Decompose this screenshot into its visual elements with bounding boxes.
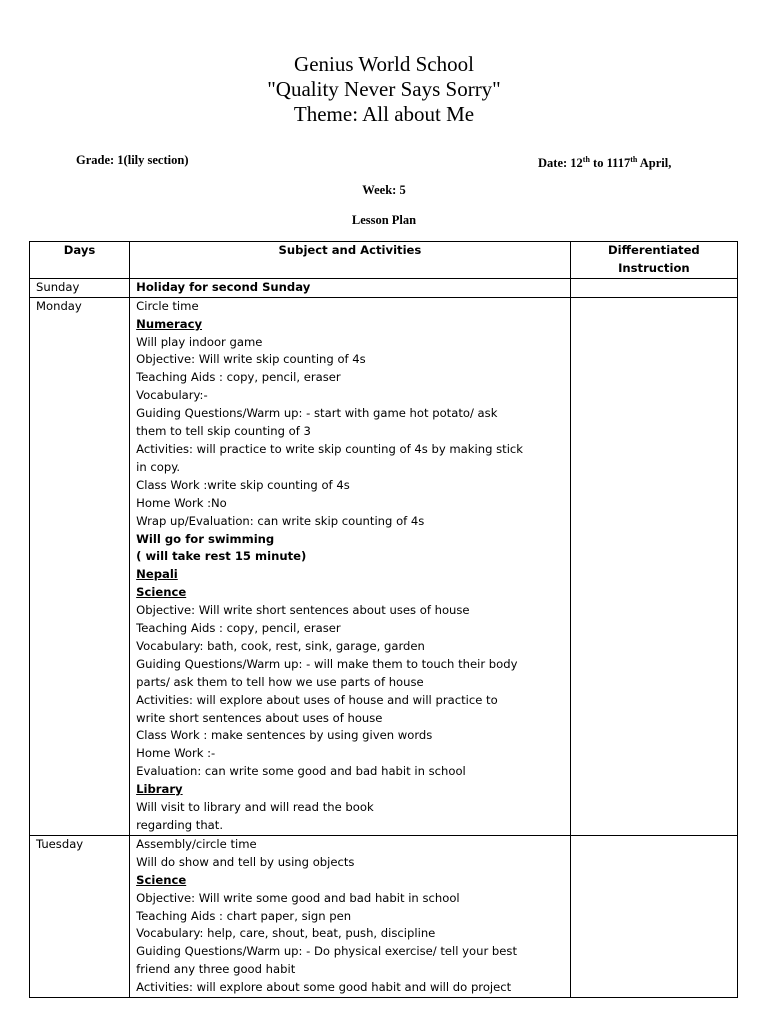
activity-line: Nepali — [136, 567, 178, 582]
activity-line: Objective: Will write some good and bad habit in school — [136, 890, 460, 905]
day-cell: Sunday — [30, 278, 130, 297]
activity-line: Library — [136, 782, 183, 797]
activity-line: Objective: Will write skip counting of 4s — [136, 352, 366, 367]
table-body — [30, 278, 738, 997]
activity-line: Guiding Questions/Warm up: - Do physical exercise/ tell your best — [136, 944, 518, 959]
table-header-row — [30, 242, 738, 279]
school-name: Genius World School — [294, 52, 474, 76]
activity-line: Science — [136, 872, 187, 887]
day-cell: Tuesday — [30, 835, 130, 997]
activity-line: Class Work :write skip counting of 4s — [136, 477, 350, 492]
activity-line: Evaluation: can write some good and bad habit in school — [136, 764, 466, 779]
grade-label: Grade: 1(lily section) — [76, 153, 189, 167]
activity-line: Assembly/circle time — [136, 836, 257, 851]
activity-line: regarding that. — [136, 818, 224, 832]
activity-line: Objective: Will write short sentences about uses of house — [136, 603, 470, 618]
activity-line: Activities: will explore about uses of house and will practice to — [136, 692, 498, 707]
activity-line: ( will take rest 15 minute) — [136, 549, 307, 564]
activity-line: Guiding Questions/Warm up: - will make them to touch their body — [136, 656, 518, 671]
activity-line: them to tell skip counting of 3 — [136, 424, 311, 439]
activity-line: Vocabulary: bath, cook, rest, sink, garage, garden — [136, 638, 425, 653]
header-differentiated-instruction: Differentiated Instruction — [570, 242, 737, 279]
lesson-theme: Theme: All about Me — [293, 102, 475, 126]
activity-line: Will go for swimming — [136, 531, 275, 546]
activity-line: Home Work :No — [136, 495, 227, 510]
table-row — [30, 297, 738, 835]
activity-line: Circle time — [136, 298, 199, 313]
activities-cell — [130, 297, 571, 835]
table-row — [30, 835, 738, 997]
activities-cell — [130, 278, 571, 297]
differentiated-instruction-cell — [570, 278, 737, 297]
activity-line: Home Work :- — [136, 746, 216, 761]
activity-line: Class Work : make sentences by using given words — [136, 728, 433, 743]
activity-line: Teaching Aids : copy, pencil, eraser — [136, 621, 341, 636]
activity-line: Activities: will explore about some good habit and will do project — [136, 980, 512, 995]
table-row — [30, 278, 738, 297]
activity-line: Teaching Aids : chart paper, sign pen — [136, 908, 352, 923]
school-motto: "Quality Never Says Sorry" — [267, 77, 501, 101]
activity-line: Wrap up/Evaluation: can write skip counting of 4s — [136, 513, 425, 528]
activity-line: parts/ ask them to tell how we use parts of house — [136, 674, 424, 689]
activity-line: Will play indoor game — [136, 334, 263, 349]
activity-line: Vocabulary: help, care, shout, beat, push, discipline — [136, 926, 436, 941]
activity-line: in copy. — [136, 459, 181, 474]
header-subject-activities: Subject and Activities — [130, 242, 571, 279]
activity-line: Numeracy — [136, 316, 203, 331]
differentiated-instruction-cell — [570, 297, 737, 835]
date-label: Date: 12th to 1117th April, — [538, 155, 672, 171]
activities-cell — [130, 835, 571, 997]
document-title: Lesson Plan — [351, 213, 417, 227]
activity-line: Vocabulary:- — [136, 388, 208, 403]
activity-line: Science — [136, 585, 187, 600]
day-cell: Monday — [30, 297, 130, 835]
header-days: Days — [30, 242, 130, 279]
activity-line: write short sentences about uses of house — [136, 710, 383, 725]
week-label: Week: 5 — [362, 183, 406, 197]
activity-line: Teaching Aids : copy, pencil, eraser — [136, 370, 341, 385]
activity-line: friend any three good habit — [136, 962, 296, 977]
activity-line: Holiday for second Sunday — [136, 279, 311, 294]
activity-line: Will visit to library and will read the book — [136, 800, 374, 815]
lesson-plan-table — [29, 241, 738, 998]
activity-line: Activities: will practice to write skip counting of 4s by making stick — [136, 441, 524, 456]
activity-line: Guiding Questions/Warm up: - start with game hot potato/ ask — [136, 406, 498, 421]
differentiated-instruction-cell — [570, 835, 737, 997]
activity-line: Will do show and tell by using objects — [136, 854, 355, 869]
